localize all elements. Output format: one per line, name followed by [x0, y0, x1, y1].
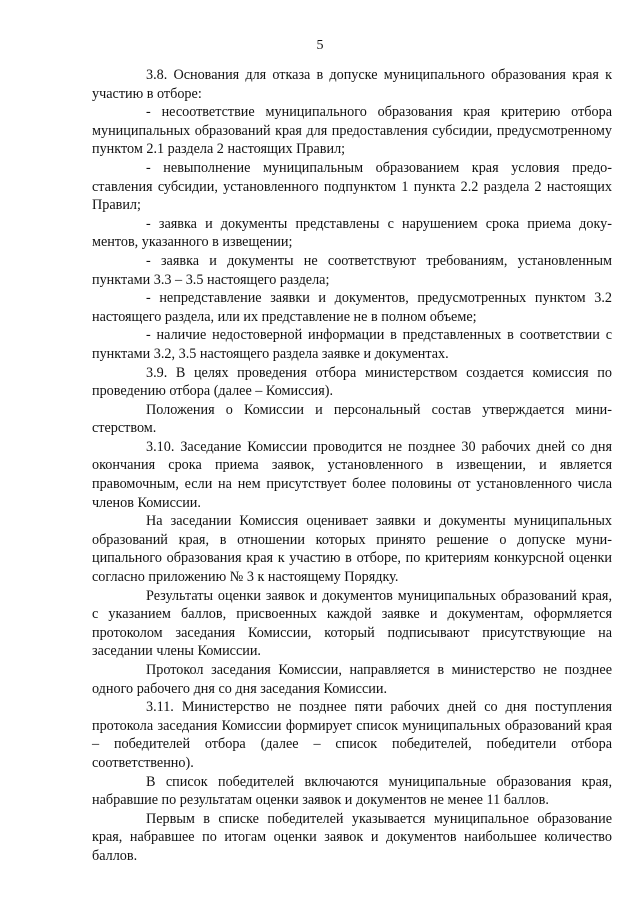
paragraph-commission-regulations: Положения о Комиссии и персональный состав утверждается министерством.	[92, 401, 612, 437]
paragraph-3-11: 3.11. Министерство не позднее пяти рабочих дней со дня поступления протокола заседания Комиссии формирует список муниципальных образований края – победителей отбора (далее – список победителей, победители отбора соответственно).	[92, 699, 612, 771]
paragraph-protocol-submission: Протокол заседания Комиссии, направляется в министерство не позднее одного рабочего дня со дня заседания Комиссии.	[92, 662, 612, 697]
paragraph-3-10: 3.10. Заседание Комиссии проводится не позднее 30 рабочих дней со дня окончания срока приема заявок, установленного в извещении, и является правомочным, если на нем присутствует более половины от установленного числа членов Комиссии.	[92, 438, 612, 511]
list-item-requirements-mismatch: - заявка и документы не соответствуют требованиям, установленным пунктами 3.3 – 3.5 настоящего раздела;	[92, 252, 612, 288]
list-item-deadline-violation: - заявка и документы представлены с нарушением срока приема документов, указанного в извещении;	[92, 215, 612, 251]
paragraph-winners-inclusion: В список победителей включаются муниципальные образования края, набравшие по результатам оценки заявок и документов не менее 11 баллов.	[92, 773, 612, 809]
list-item-condition-not-met: - невыполнение муниципальным образованием края условия предоставления субсидии, установленного подпунктом 1 пункта 2.2 раздела 2 настоящих Правил;	[92, 159, 612, 214]
paragraph-commission-evaluation: На заседании Комиссия оценивает заявки и документы муниципальных образований края, в отношении которых принято решение о допуске муниципального образования края к участию в отборе, по критериям конкурсной оценки согласно приложению № 3 к настоящему Порядку.	[92, 513, 612, 586]
paragraph-winners-order: Первым в списке победителей указывается муниципальное образование края, набравшее по итогам оценки заявок и документов наибольшее количество баллов.	[92, 810, 612, 864]
list-item-false-information: - наличие недостоверной информации в представленных в соответствии с пунктами 3.2, 3.5 настоящего раздела заявке и документах.	[92, 327, 612, 362]
paragraph-3-9: 3.9. В целях проведения отбора министерством создается комиссия по проведению отбора (далее – Комиссия).	[92, 364, 612, 400]
list-item-incomplete-submission: - непредставление заявки и документов, предусмотренных пунктом 3.2 настоящего раздела, или их представление не в полном объеме;	[92, 290, 612, 325]
page-number: 5	[316, 38, 324, 53]
list-item-criterion-mismatch: - несоответствие муниципального образования края критерию отбора муниципальных образований края для предоставления субсидии, предусмотренному пунктом 2.1 раздела 2 настоящих Правил;	[92, 104, 612, 158]
paragraph-3-8: 3.8. Основания для отказа в допуске муниципального образования края к участию в отборе:	[92, 67, 612, 102]
document-body	[92, 66, 612, 866]
paragraph-evaluation-results: Результаты оценки заявок и документов муниципальных образований края, с указанием баллов, присвоенных каждой заявке и документам, оформляется протоколом заседания Комиссии, который подписывают присутствующие на заседании члены Комиссии.	[92, 587, 612, 660]
